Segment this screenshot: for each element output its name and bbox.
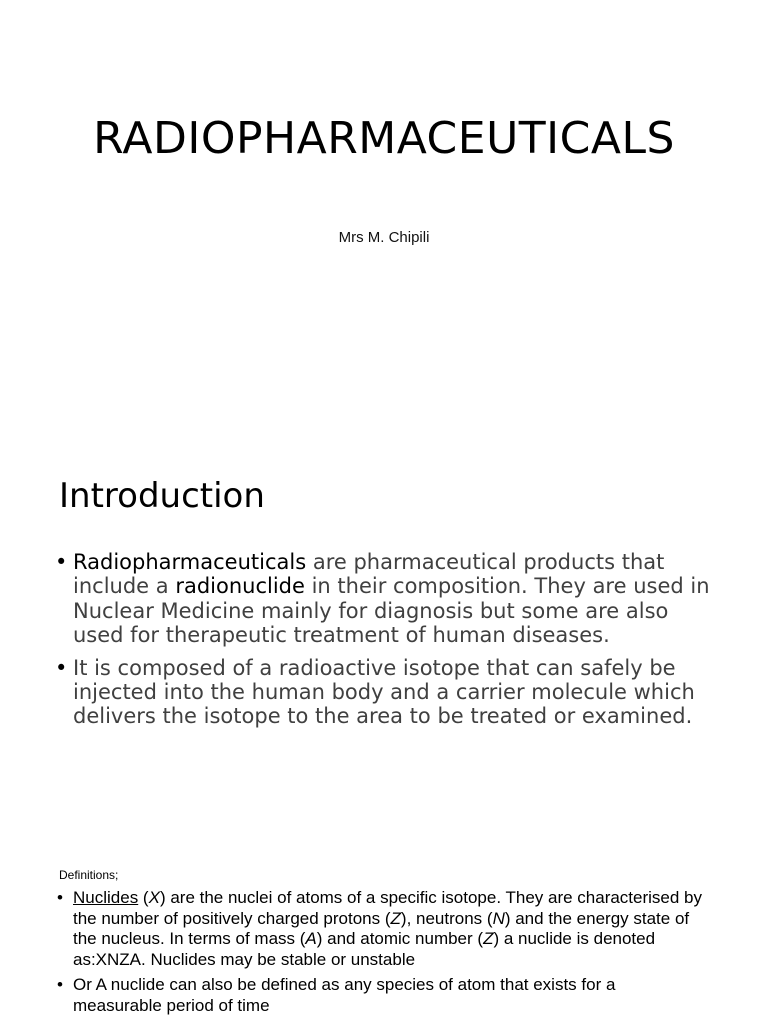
bullet-icon: •	[55, 550, 68, 574]
symbol-n: N	[492, 908, 505, 928]
definitions-slide	[0, 860, 768, 1024]
bullet-icon: •	[55, 655, 68, 680]
definition-text: ), neutrons (	[400, 908, 493, 928]
term-radionuclide: radionuclide	[175, 574, 305, 599]
definition-text: Or A nuclide can also be defined as any species of atom that exists for a measurable period of time	[73, 975, 616, 1015]
definition-text: ) and atomic number (	[316, 929, 484, 948]
introduction-heading: Introduction	[59, 476, 265, 516]
term-nuclides: Nuclides	[73, 888, 139, 907]
list-item	[57, 888, 707, 970]
definition-text: ) and the energy state of the nucleus. In terms of mass (	[73, 908, 690, 948]
definitions-label: Definitions;	[59, 868, 119, 882]
introduction-slide	[0, 440, 768, 830]
symbol-z: Z	[483, 929, 494, 948]
bullet-text: It is composed of a radioactive isotope that can safely be injected into the human body and a carrier molecule which delivers the isotope to the area to be treated or examined.	[73, 655, 695, 729]
definition-text: (	[138, 888, 149, 907]
introduction-bullet-list	[55, 550, 715, 737]
symbol-a: A	[305, 929, 317, 948]
symbol-x: X	[148, 888, 160, 907]
symbol-z: Z	[390, 908, 401, 928]
presentation-author: Mrs M. Chipili	[338, 229, 430, 246]
bullet-icon: •	[57, 975, 63, 994]
definitions-bullet-list	[57, 888, 707, 1021]
definition-text: ) are the nuclei of atoms of a specific isotope. They are characterised by the number of positively charged protons (	[73, 888, 703, 928]
list-item	[55, 550, 715, 648]
definition-text: ) a nuclide is denoted as:XNZA. Nuclides may be stable or unstable	[73, 929, 656, 969]
presentation-title: RADIOPHARMACEUTICALS	[93, 113, 675, 164]
list-item	[55, 656, 715, 729]
title-slide	[0, 0, 768, 420]
bullet-text: in their composition. They are used in Nuclear Medicine mainly for diagnosis but some are also used for therapeutic treatment of human diseases.	[73, 574, 710, 648]
bullet-text: are pharmaceutical products that include a	[73, 550, 665, 599]
bullet-icon: •	[57, 888, 63, 907]
term-radiopharmaceuticals: Radiopharmaceuticals	[73, 550, 307, 574]
list-item	[57, 975, 707, 1016]
